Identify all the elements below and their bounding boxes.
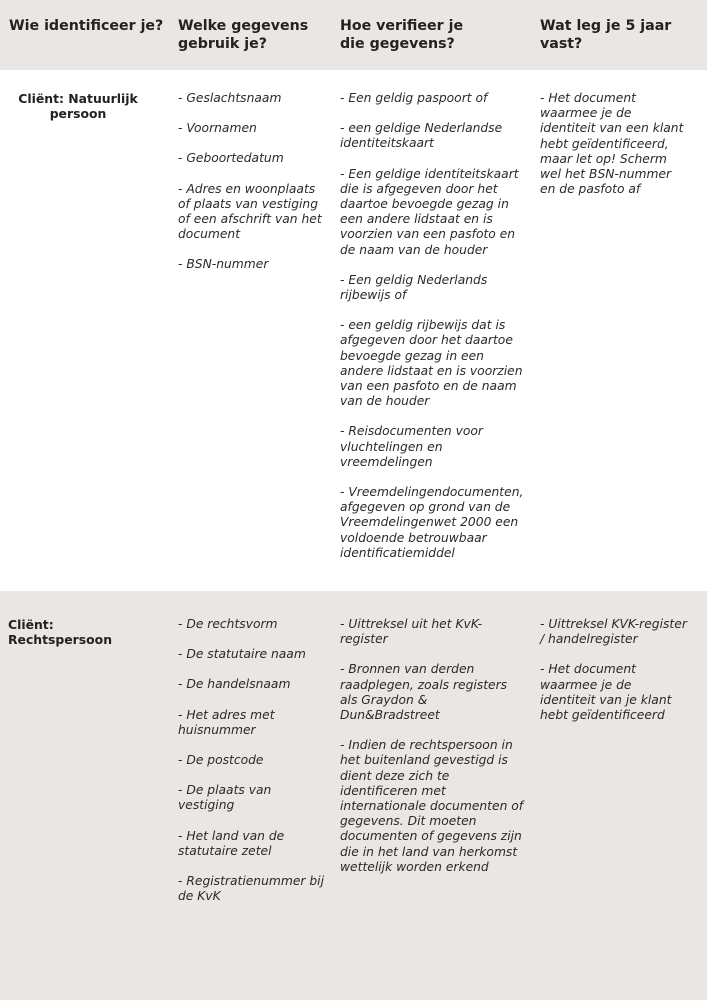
natural-person-data-list xyxy=(178,91,328,288)
header-data: Welke gegevens gebruik je? xyxy=(178,18,309,52)
list-item: - Het document waarmee je de identiteit van je klant hebt geïdentificeerd xyxy=(540,662,672,723)
list-item: - De rechtsvorm xyxy=(178,617,278,631)
list-item: - Adres en woonplaats of plaats van vestiging of een afschrift van het document xyxy=(178,181,322,242)
list-item: - Bronnen van derden raadplegen, zoals registers als Graydon & Dun&Bradstreet xyxy=(340,662,508,723)
legal-entity-data-list xyxy=(178,617,328,919)
list-item: - Indien de rechtspersoon in het buitenland gevestigd is dient deze zich te identificeren met internationale documenten of gegevens. Dit moeten documenten of gegevens zijn die in het land van herkomst wettelijk worden erkend xyxy=(340,738,524,874)
list-item: - Een geldig paspoort of xyxy=(340,91,488,105)
row-label-legal-entity: Cliënt: Rechtspersoon xyxy=(8,617,113,647)
list-item: - BSN-nummer xyxy=(178,257,269,272)
list-item: - De statutaire naam xyxy=(178,647,306,662)
list-item: - een geldig rijbewijs dat is afgegeven door het daartoe bevoegde gezag in een andere lidstaat en is voorzien van een pasfoto en de naam van de houder xyxy=(340,318,523,409)
table-row-natural-person xyxy=(0,70,707,591)
header-verify: Hoe verifieer je die gegevens? xyxy=(340,18,464,52)
list-item: - De postcode xyxy=(178,753,264,768)
list-item: - Uittreksel uit het KvK-register xyxy=(340,617,483,647)
list-item: - De plaats van vestiging xyxy=(178,783,272,813)
list-item: - Uittreksel KVK-register / handelregister xyxy=(540,617,687,647)
table-row-legal-entity xyxy=(0,591,707,1000)
list-item: - Voornamen xyxy=(178,121,257,136)
natural-person-verify-list xyxy=(340,91,528,576)
list-item: - Geslachtsnaam xyxy=(178,91,282,105)
table-header xyxy=(0,0,707,70)
legal-entity-record-list xyxy=(540,617,690,738)
list-item: - Het adres met huisnummer xyxy=(178,707,275,737)
list-item: - Een geldig Nederlands rijbewijs of xyxy=(340,272,488,303)
list-item: - Een geldige identiteitskaart die is afgegeven door het daartoe bevoegde gezag in een andere lidstaat en is voorzien van een pasfoto en de naam van de houder xyxy=(340,166,519,257)
legal-entity-verify-list xyxy=(340,617,528,890)
list-item: - De handelsnaam xyxy=(178,677,291,692)
list-item: - Registratienummer bij de KvK xyxy=(178,874,325,904)
list-item: - Geboortedatum xyxy=(178,151,284,166)
list-item: - Het land van de statutaire zetel xyxy=(178,828,285,858)
row-label-natural-person: Cliënt: Natuurlijk persoon xyxy=(18,91,138,121)
header-record: Wat leg je 5 jaar vast? xyxy=(540,18,672,52)
natural-person-record-list xyxy=(540,91,690,212)
list-item: - Vreemdelingendocumenten, afgegeven op grond van de Vreemdelingenwet 2000 een voldoende betrouwbaar identificatiemiddel xyxy=(340,485,524,560)
list-item: - Reisdocumenten voor vluchtelingen en vreemdelingen xyxy=(340,424,483,469)
list-item: - een geldige Nederlandse identiteitskaart xyxy=(340,121,503,151)
list-item: - Het document waarmee je de identiteit van een klant hebt geïdentificeerd, maar let op! Scherm wel het BSN-nummer en de pasfoto af xyxy=(540,91,684,197)
header-who: Wie identificeer je? xyxy=(9,18,164,34)
